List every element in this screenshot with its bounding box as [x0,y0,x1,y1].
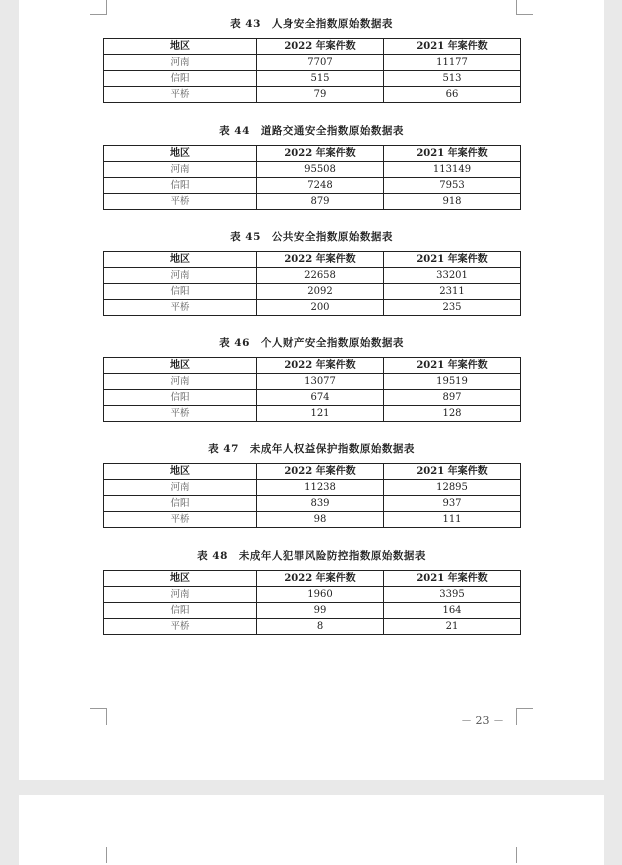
header-region: 地区 [104,252,257,268]
header-2022: 2022 年案件数 [257,571,384,587]
cell-2022: 121 [257,406,384,422]
table-section-43 [103,16,520,103]
table-section-47 [103,441,520,528]
cell-region: 信阳 [104,71,257,87]
header-2022: 2022 年案件数 [257,358,384,374]
table-section-45 [103,229,520,316]
table-row [104,194,521,210]
cell-2021: 66 [384,87,521,103]
header-region: 地区 [104,39,257,55]
cell-2021: 19519 [384,374,521,390]
cell-2022: 879 [257,194,384,210]
table-row [104,512,521,528]
cell-2022: 22658 [257,268,384,284]
cell-2022: 839 [257,496,384,512]
data-table [103,145,521,210]
cell-2022: 2092 [257,284,384,300]
table-row [104,87,521,103]
table-section-48 [103,548,520,635]
header-2022: 2022 年案件数 [257,464,384,480]
data-table [103,570,521,635]
table-header-row [104,252,521,268]
table-row [104,300,521,316]
cell-2022: 200 [257,300,384,316]
table-caption: 表 47 未成年人权益保护指数原始数据表 [208,443,415,455]
cell-region: 平桥 [104,619,257,635]
cell-2022: 79 [257,87,384,103]
cell-2021: 937 [384,496,521,512]
data-table [103,357,521,422]
cell-region: 平桥 [104,300,257,316]
header-2021: 2021 年案件数 [384,464,521,480]
cell-2022: 7707 [257,55,384,71]
table-row [104,406,521,422]
cell-region: 平桥 [104,87,257,103]
crop-mark-bottom-right [516,708,533,725]
document-page [19,0,604,780]
table-row [104,162,521,178]
crop-mark-top-left [90,0,107,15]
header-region: 地区 [104,358,257,374]
table-row [104,284,521,300]
header-2021: 2021 年案件数 [384,358,521,374]
header-2021: 2021 年案件数 [384,146,521,162]
cell-2021: 918 [384,194,521,210]
cell-2021: 11177 [384,55,521,71]
table-row [104,55,521,71]
page-number: － 23 － [461,714,504,727]
cell-region: 信阳 [104,390,257,406]
header-2021: 2021 年案件数 [384,252,521,268]
crop-mark-bottom-left [90,708,107,725]
cell-region: 河南 [104,480,257,496]
cell-region: 河南 [104,162,257,178]
cell-region: 河南 [104,374,257,390]
table-row [104,603,521,619]
cell-2022: 13077 [257,374,384,390]
cell-2021: 3395 [384,587,521,603]
header-2021: 2021 年案件数 [384,39,521,55]
table-caption: 表 43 人身安全指数原始数据表 [230,18,393,30]
table-caption: 表 44 道路交通安全指数原始数据表 [219,125,404,137]
table-row [104,480,521,496]
cell-2021: 128 [384,406,521,422]
cell-2021: 897 [384,390,521,406]
header-region: 地区 [104,464,257,480]
table-row [104,374,521,390]
table-header-row [104,146,521,162]
cell-2021: 235 [384,300,521,316]
crop-mark-left [90,847,107,863]
cell-region: 信阳 [104,178,257,194]
table-caption: 表 46 个人财产安全指数原始数据表 [219,337,404,349]
cell-region: 信阳 [104,284,257,300]
header-2022: 2022 年案件数 [257,252,384,268]
cell-region: 平桥 [104,512,257,528]
table-header-row [104,464,521,480]
cell-2021: 164 [384,603,521,619]
header-2022: 2022 年案件数 [257,39,384,55]
cell-2021: 33201 [384,268,521,284]
cell-2021: 111 [384,512,521,528]
header-region: 地区 [104,571,257,587]
cell-2022: 515 [257,71,384,87]
table-row [104,178,521,194]
table-header-row [104,571,521,587]
cell-2022: 1960 [257,587,384,603]
table-row [104,587,521,603]
cell-2021: 21 [384,619,521,635]
cell-2021: 113149 [384,162,521,178]
cell-2022: 11238 [257,480,384,496]
table-caption: 表 48 未成年人犯罪风险防控指数原始数据表 [197,550,426,562]
cell-region: 平桥 [104,194,257,210]
cell-2021: 12895 [384,480,521,496]
table-section-46 [103,335,520,422]
table-caption: 表 45 公共安全指数原始数据表 [230,231,393,243]
cell-2022: 674 [257,390,384,406]
data-table [103,38,521,103]
cell-2022: 95508 [257,162,384,178]
data-table [103,463,521,528]
crop-mark-right [516,847,533,863]
header-2022: 2022 年案件数 [257,146,384,162]
crop-mark-top-right [516,0,533,15]
table-row [104,496,521,512]
table-row [104,619,521,635]
table-header-row [104,358,521,374]
data-table [103,251,521,316]
cell-2022: 98 [257,512,384,528]
table-row [104,390,521,406]
cell-region: 河南 [104,55,257,71]
cell-region: 河南 [104,587,257,603]
cell-2021: 2311 [384,284,521,300]
cell-region: 河南 [104,268,257,284]
cell-2021: 7953 [384,178,521,194]
header-2021: 2021 年案件数 [384,571,521,587]
cell-2021: 513 [384,71,521,87]
table-section-44 [103,123,520,210]
cell-region: 平桥 [104,406,257,422]
cell-region: 信阳 [104,496,257,512]
header-region: 地区 [104,146,257,162]
cell-2022: 7248 [257,178,384,194]
cell-region: 信阳 [104,603,257,619]
cell-2022: 99 [257,603,384,619]
table-row [104,71,521,87]
cell-2022: 8 [257,619,384,635]
table-row [104,268,521,284]
table-header-row [104,39,521,55]
